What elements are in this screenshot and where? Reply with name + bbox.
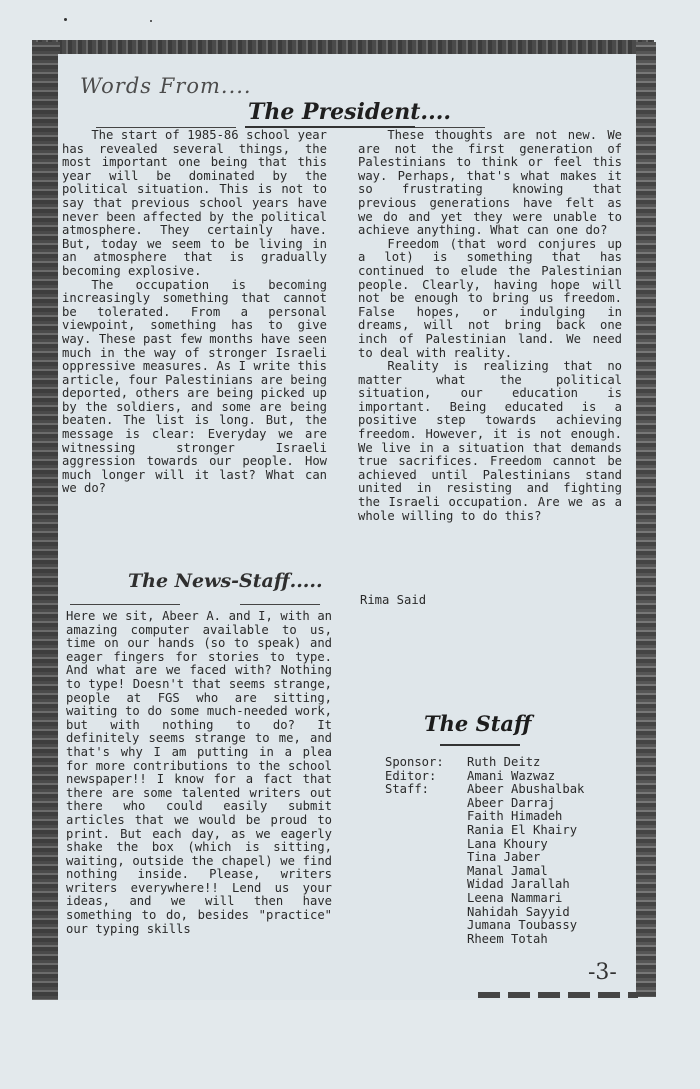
page-frame-left (32, 42, 60, 1000)
staff-row (385, 838, 584, 852)
president-article-column-2 (358, 129, 622, 523)
heading-underline (440, 744, 520, 746)
staff-role (385, 892, 467, 906)
staff-row (385, 933, 584, 947)
staff-role (385, 919, 467, 933)
staff-row (385, 797, 584, 811)
staff-name: Faith Himadeh (467, 809, 563, 824)
staff-name: Rania El Khairy (467, 822, 578, 837)
staff-row (385, 865, 584, 879)
staff-role (385, 906, 467, 920)
staff-name: Jumana Toubassy (467, 918, 578, 933)
staff-role: Staff: (385, 782, 430, 797)
staff-row (385, 878, 584, 892)
news-staff-article (66, 610, 332, 936)
staff-name: Widad Jarallah (467, 877, 570, 892)
page-frame-right (636, 42, 656, 997)
article-paragraph: Freedom (that word conjures up a lot) is something that has continued to elude the Palestinian people. Clearly, having hope will not be enough to bring us freedom. False hopes, or indulging in dreams, will not bring back one inch of Palestinian land. We need to deal with reality. (358, 236, 622, 360)
staff-role (385, 865, 467, 879)
staff-name: Nahidah Sayyid (467, 904, 570, 919)
staff-name: Amani Wazwaz (467, 768, 556, 783)
staff-row (385, 810, 584, 824)
staff-role: Sponsor: (385, 755, 444, 769)
article-paragraph: The occupation is becoming increasingly something that cannot be tolerated. From a personal viewpoint, something has to give way. These past few months have seen much in the way of stronger Israeli oppressive measures. As I write this article, four Palestinians are being deported, others are being picked up by the soldiers, and some are being beaten. The list is long. But, the message is clear: Everyday we are witnessing stronger Israeli aggression towards our people. How much longer will it last? What can we do? (62, 277, 327, 496)
speck (64, 18, 67, 21)
staff-row (385, 770, 584, 784)
staff-row (385, 851, 584, 865)
speck (150, 20, 152, 22)
staff-row (385, 756, 584, 770)
staff-role (385, 797, 467, 811)
bottom-dashes (478, 992, 638, 998)
staff-role (385, 878, 467, 892)
column-rule (70, 604, 180, 605)
heading-the-staff: The Staff (424, 711, 532, 736)
page-number: -3- (588, 960, 617, 985)
staff-role: Editor: (385, 768, 437, 783)
president-article-column-1 (62, 129, 327, 496)
staff-row (385, 892, 584, 906)
heading-the-president: The President.... (248, 99, 452, 125)
staff-role (385, 810, 467, 824)
staff-name: Lana Khoury (467, 836, 548, 851)
staff-role (385, 851, 467, 865)
staff-list (385, 756, 584, 946)
article-paragraph: Reality is realizing that no matter what the political situation, our education is important. Being educated is a positive step towards achieving freedom. However, it is not enough. We live in a situation that demands true sacrifices. Freedom cannot be achieved until Palestinians stand united in resisting and fighting the Israeli occupation. Are we as a whole willing to do this? (358, 359, 622, 523)
staff-row (385, 783, 584, 797)
column-rule (240, 604, 320, 605)
article-paragraph: Here we sit, Abeer A. and I, with an amazing computer available to us, time on our hands (so to speak) and eager fingers for stories to type. And what are we faced with? Nothing to type! Doesn't that seems strange, people at FGS who are sitting, waiting to do some much-needed work, but with nothing to do? It definitely seems strange to me, and that's why I am putting in a plea for more contributions to the school newspaper!! I know for a fact that there are some talented writers out there who could easily submit articles that we would be proud to print. But each day, as we eagerly shake the box (which is sitting, waiting, outside the chapel) we find nothing inside. Please, writers writers everywhere!! Lend us your ideas, and we will then have something to do, besides "practice" our typing skills (66, 609, 332, 936)
staff-name: Ruth Deitz (467, 755, 541, 769)
heading-the-news-staff: The News-Staff..... (128, 570, 323, 592)
staff-name: Tina Jaber (467, 850, 541, 865)
article-paragraph: These thoughts are not new. We are not the first generation of Palestinians to think or feel this way. Perhaps, that's what makes it so frustrating knowing that previous generations have felt as we do and yet they were unable to achieve anything. What can one do? (358, 128, 622, 238)
heading-words-from: Words From.... (80, 74, 252, 98)
staff-name: Rheem Totah (467, 931, 548, 946)
staff-role (385, 824, 467, 838)
staff-row (385, 824, 584, 838)
staff-name: Leena Nammari (467, 890, 563, 905)
article-paragraph: The start of 1985-86 school year has revealed several things, the most important one being that this year will be dominated by the political situation. This is not to say that previous school years have never been affected by the political atmosphere. They certainly have. But, today we seem to be living in an atmosphere that is gradually becoming explosive. (62, 128, 327, 278)
staff-row (385, 906, 584, 920)
staff-role (385, 838, 467, 852)
page-frame-top (32, 40, 654, 54)
staff-name: Abeer Darraj (467, 795, 556, 810)
staff-name: Manal Jamal (467, 863, 548, 878)
article-signature: Rima Said (360, 593, 427, 607)
staff-name: Abeer Abushalbak (467, 782, 585, 797)
staff-row (385, 919, 584, 933)
staff-role (385, 933, 467, 947)
